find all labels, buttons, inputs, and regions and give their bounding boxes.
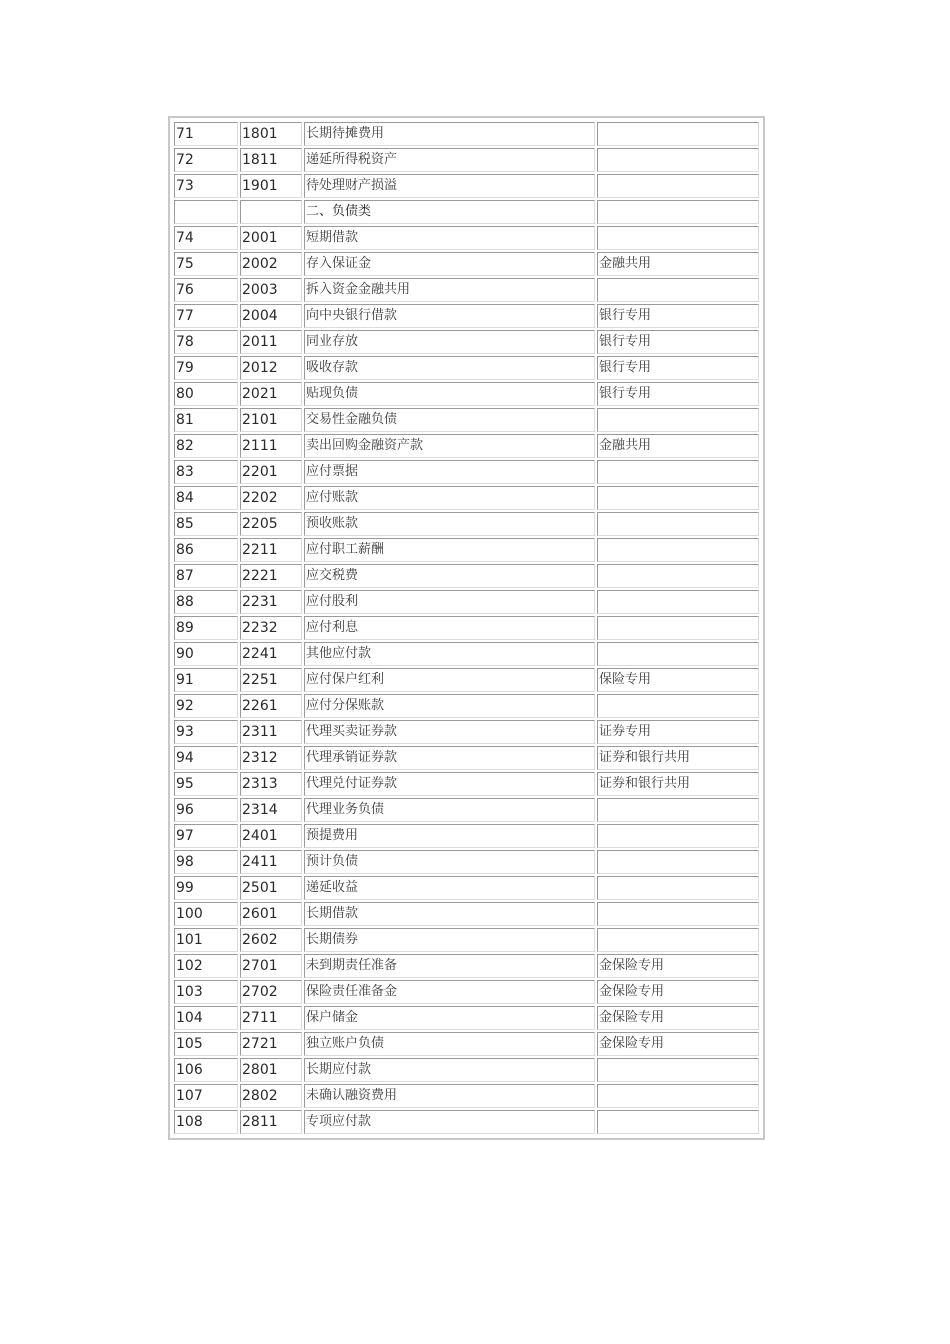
table-row xyxy=(174,148,759,172)
row-number-cell: 91 xyxy=(174,668,238,692)
row-number-cell: 95 xyxy=(174,772,238,796)
table-row xyxy=(174,798,759,822)
usage-note-cell: 金保险专用 xyxy=(597,1032,759,1056)
table-row xyxy=(174,226,759,250)
table-row xyxy=(174,824,759,848)
account-code-cell: 2261 xyxy=(240,694,302,718)
row-number-cell: 84 xyxy=(174,486,238,510)
usage-note-cell: 金保险专用 xyxy=(597,954,759,978)
row-number-cell: 85 xyxy=(174,512,238,536)
account-code-cell: 2501 xyxy=(240,876,302,900)
account-name-cell: 贴现负债 xyxy=(304,382,595,406)
account-code-cell: 2601 xyxy=(240,902,302,926)
account-name-cell: 应交税费 xyxy=(304,564,595,588)
usage-note-cell: 证券和银行共用 xyxy=(597,746,759,770)
row-number-cell: 72 xyxy=(174,148,238,172)
usage-note-cell xyxy=(597,460,759,484)
usage-note-cell: 银行专用 xyxy=(597,330,759,354)
account-code-cell: 2221 xyxy=(240,564,302,588)
usage-note-cell: 银行专用 xyxy=(597,356,759,380)
usage-note-cell xyxy=(597,1084,759,1108)
table-row xyxy=(174,408,759,432)
account-name-cell: 应付职工薪酬 xyxy=(304,538,595,562)
usage-note-cell xyxy=(597,1058,759,1082)
account-name-cell: 拆入资金金融共用 xyxy=(304,278,595,302)
account-name-cell: 独立账户负债 xyxy=(304,1032,595,1056)
account-code-cell: 2802 xyxy=(240,1084,302,1108)
account-name-cell: 长期待摊费用 xyxy=(304,122,595,146)
account-code-cell: 2721 xyxy=(240,1032,302,1056)
usage-note-cell: 证券专用 xyxy=(597,720,759,744)
account-code-cell: 2411 xyxy=(240,850,302,874)
table-row xyxy=(174,512,759,536)
row-number-cell: 89 xyxy=(174,616,238,640)
table-row xyxy=(174,382,759,406)
account-name-cell: 长期应付款 xyxy=(304,1058,595,1082)
usage-note-cell xyxy=(597,226,759,250)
row-number-cell: 103 xyxy=(174,980,238,1004)
usage-note-cell xyxy=(597,486,759,510)
account-name-cell: 未到期责任准备 xyxy=(304,954,595,978)
row-number-cell: 92 xyxy=(174,694,238,718)
usage-note-cell xyxy=(597,148,759,172)
table-row xyxy=(174,616,759,640)
usage-note-cell: 银行专用 xyxy=(597,382,759,406)
usage-note-cell: 金融共用 xyxy=(597,434,759,458)
account-code-cell: 2004 xyxy=(240,304,302,328)
usage-note-cell: 金保险专用 xyxy=(597,1006,759,1030)
account-code-cell: 2002 xyxy=(240,252,302,276)
table-row xyxy=(174,642,759,666)
table-row xyxy=(174,356,759,380)
account-code-cell: 1811 xyxy=(240,148,302,172)
account-code-cell: 2811 xyxy=(240,1110,302,1134)
table-row xyxy=(174,668,759,692)
usage-note-cell xyxy=(597,200,759,224)
row-number-cell: 73 xyxy=(174,174,238,198)
table-row xyxy=(174,1110,759,1134)
account-code-cell: 2701 xyxy=(240,954,302,978)
row-number-cell: 94 xyxy=(174,746,238,770)
account-name-cell: 代理兑付证券款 xyxy=(304,772,595,796)
account-name-cell: 卖出回购金融资产款 xyxy=(304,434,595,458)
account-code-cell: 2312 xyxy=(240,746,302,770)
account-name-cell: 存入保证金 xyxy=(304,252,595,276)
account-name-cell: 交易性金融负债 xyxy=(304,408,595,432)
usage-note-cell xyxy=(597,278,759,302)
table-row xyxy=(174,590,759,614)
account-name-cell: 保户储金 xyxy=(304,1006,595,1030)
account-code-cell: 2205 xyxy=(240,512,302,536)
account-name-cell: 未确认融资费用 xyxy=(304,1084,595,1108)
account-code-cell: 2401 xyxy=(240,824,302,848)
usage-note-cell: 银行专用 xyxy=(597,304,759,328)
table-row xyxy=(174,1032,759,1056)
table-row xyxy=(174,538,759,562)
account-code-cell: 2241 xyxy=(240,642,302,666)
account-code-cell: 1801 xyxy=(240,122,302,146)
table-row xyxy=(174,720,759,744)
row-number-cell: 80 xyxy=(174,382,238,406)
account-code-cell: 2231 xyxy=(240,590,302,614)
account-code-cell: 2314 xyxy=(240,798,302,822)
account-name-cell: 长期债券 xyxy=(304,928,595,952)
account-name-cell: 预收账款 xyxy=(304,512,595,536)
usage-note-cell xyxy=(597,538,759,562)
row-number-cell: 105 xyxy=(174,1032,238,1056)
account-code-cell: 2702 xyxy=(240,980,302,1004)
row-number-cell: 101 xyxy=(174,928,238,952)
table-row xyxy=(174,876,759,900)
usage-note-cell xyxy=(597,174,759,198)
account-code-cell: 2111 xyxy=(240,434,302,458)
row-number-cell: 76 xyxy=(174,278,238,302)
table-row xyxy=(174,252,759,276)
row-number-cell: 97 xyxy=(174,824,238,848)
account-code-cell: 2251 xyxy=(240,668,302,692)
row-number-cell: 106 xyxy=(174,1058,238,1082)
table-row xyxy=(174,278,759,302)
table-row xyxy=(174,304,759,328)
accounts-table xyxy=(172,120,761,1136)
usage-note-cell: 金融共用 xyxy=(597,252,759,276)
row-number-cell: 93 xyxy=(174,720,238,744)
usage-note-cell xyxy=(597,408,759,432)
account-name-cell: 长期借款 xyxy=(304,902,595,926)
account-code-cell xyxy=(240,200,302,224)
account-code-cell: 2602 xyxy=(240,928,302,952)
account-code-cell: 2311 xyxy=(240,720,302,744)
usage-note-cell xyxy=(597,850,759,874)
account-code-cell: 2232 xyxy=(240,616,302,640)
account-code-cell: 2202 xyxy=(240,486,302,510)
account-code-cell: 2801 xyxy=(240,1058,302,1082)
accounts-table-body xyxy=(174,122,759,1134)
table-row xyxy=(174,772,759,796)
account-name-cell: 保险责任准备金 xyxy=(304,980,595,1004)
account-name-cell: 递延收益 xyxy=(304,876,595,900)
row-number-cell: 90 xyxy=(174,642,238,666)
row-number-cell: 78 xyxy=(174,330,238,354)
account-name-cell: 应付账款 xyxy=(304,486,595,510)
account-code-cell: 2313 xyxy=(240,772,302,796)
table-row xyxy=(174,928,759,952)
usage-note-cell xyxy=(597,928,759,952)
usage-note-cell: 金保险专用 xyxy=(597,980,759,1004)
usage-note-cell xyxy=(597,122,759,146)
account-code-cell: 2003 xyxy=(240,278,302,302)
account-code-cell: 2711 xyxy=(240,1006,302,1030)
table-row xyxy=(174,902,759,926)
usage-note-cell xyxy=(597,590,759,614)
table-row xyxy=(174,1006,759,1030)
usage-note-cell: 证券和银行共用 xyxy=(597,772,759,796)
account-code-cell: 2012 xyxy=(240,356,302,380)
account-code-cell: 2001 xyxy=(240,226,302,250)
account-name-cell: 短期借款 xyxy=(304,226,595,250)
row-number-cell: 74 xyxy=(174,226,238,250)
account-code-cell: 2021 xyxy=(240,382,302,406)
section-heading-cell: 二、负债类 xyxy=(304,200,595,224)
row-number-cell: 102 xyxy=(174,954,238,978)
account-name-cell: 预计负债 xyxy=(304,850,595,874)
usage-note-cell xyxy=(597,564,759,588)
account-name-cell: 应付利息 xyxy=(304,616,595,640)
table-row xyxy=(174,694,759,718)
row-number-cell: 77 xyxy=(174,304,238,328)
account-code-cell: 2101 xyxy=(240,408,302,432)
usage-note-cell xyxy=(597,642,759,666)
row-number-cell: 71 xyxy=(174,122,238,146)
table-row xyxy=(174,1084,759,1108)
row-number-cell: 96 xyxy=(174,798,238,822)
account-name-cell: 向中央银行借款 xyxy=(304,304,595,328)
account-name-cell: 待处理财产损溢 xyxy=(304,174,595,198)
account-code-cell: 2211 xyxy=(240,538,302,562)
account-name-cell: 同业存放 xyxy=(304,330,595,354)
account-name-cell: 代理承销证券款 xyxy=(304,746,595,770)
accounts-table-frame xyxy=(168,116,765,1140)
row-number-cell: 86 xyxy=(174,538,238,562)
table-row xyxy=(174,434,759,458)
row-number-cell: 83 xyxy=(174,460,238,484)
row-number-cell xyxy=(174,200,238,224)
row-number-cell: 108 xyxy=(174,1110,238,1134)
row-number-cell: 81 xyxy=(174,408,238,432)
row-number-cell: 82 xyxy=(174,434,238,458)
row-number-cell: 87 xyxy=(174,564,238,588)
table-row xyxy=(174,564,759,588)
table-row xyxy=(174,954,759,978)
usage-note-cell: 保险专用 xyxy=(597,668,759,692)
row-number-cell: 98 xyxy=(174,850,238,874)
usage-note-cell xyxy=(597,824,759,848)
table-row xyxy=(174,174,759,198)
row-number-cell: 99 xyxy=(174,876,238,900)
account-code-cell: 2201 xyxy=(240,460,302,484)
usage-note-cell xyxy=(597,1110,759,1134)
account-name-cell: 应付保户红利 xyxy=(304,668,595,692)
account-name-cell: 预提费用 xyxy=(304,824,595,848)
usage-note-cell xyxy=(597,876,759,900)
account-name-cell: 代理买卖证券款 xyxy=(304,720,595,744)
row-number-cell: 100 xyxy=(174,902,238,926)
table-row xyxy=(174,980,759,1004)
account-name-cell: 应付分保账款 xyxy=(304,694,595,718)
row-number-cell: 107 xyxy=(174,1084,238,1108)
usage-note-cell xyxy=(597,902,759,926)
account-name-cell: 应付股利 xyxy=(304,590,595,614)
table-row xyxy=(174,460,759,484)
usage-note-cell xyxy=(597,694,759,718)
account-code-cell: 2011 xyxy=(240,330,302,354)
table-row xyxy=(174,850,759,874)
row-number-cell: 79 xyxy=(174,356,238,380)
row-number-cell: 75 xyxy=(174,252,238,276)
usage-note-cell xyxy=(597,512,759,536)
table-row xyxy=(174,200,759,224)
account-name-cell: 专项应付款 xyxy=(304,1110,595,1134)
account-name-cell: 吸收存款 xyxy=(304,356,595,380)
row-number-cell: 88 xyxy=(174,590,238,614)
table-row xyxy=(174,122,759,146)
account-name-cell: 应付票据 xyxy=(304,460,595,484)
account-name-cell: 其他应付款 xyxy=(304,642,595,666)
account-name-cell: 代理业务负债 xyxy=(304,798,595,822)
usage-note-cell xyxy=(597,616,759,640)
account-name-cell: 递延所得税资产 xyxy=(304,148,595,172)
table-row xyxy=(174,330,759,354)
account-code-cell: 1901 xyxy=(240,174,302,198)
table-row xyxy=(174,1058,759,1082)
row-number-cell: 104 xyxy=(174,1006,238,1030)
table-row xyxy=(174,486,759,510)
table-row xyxy=(174,746,759,770)
usage-note-cell xyxy=(597,798,759,822)
